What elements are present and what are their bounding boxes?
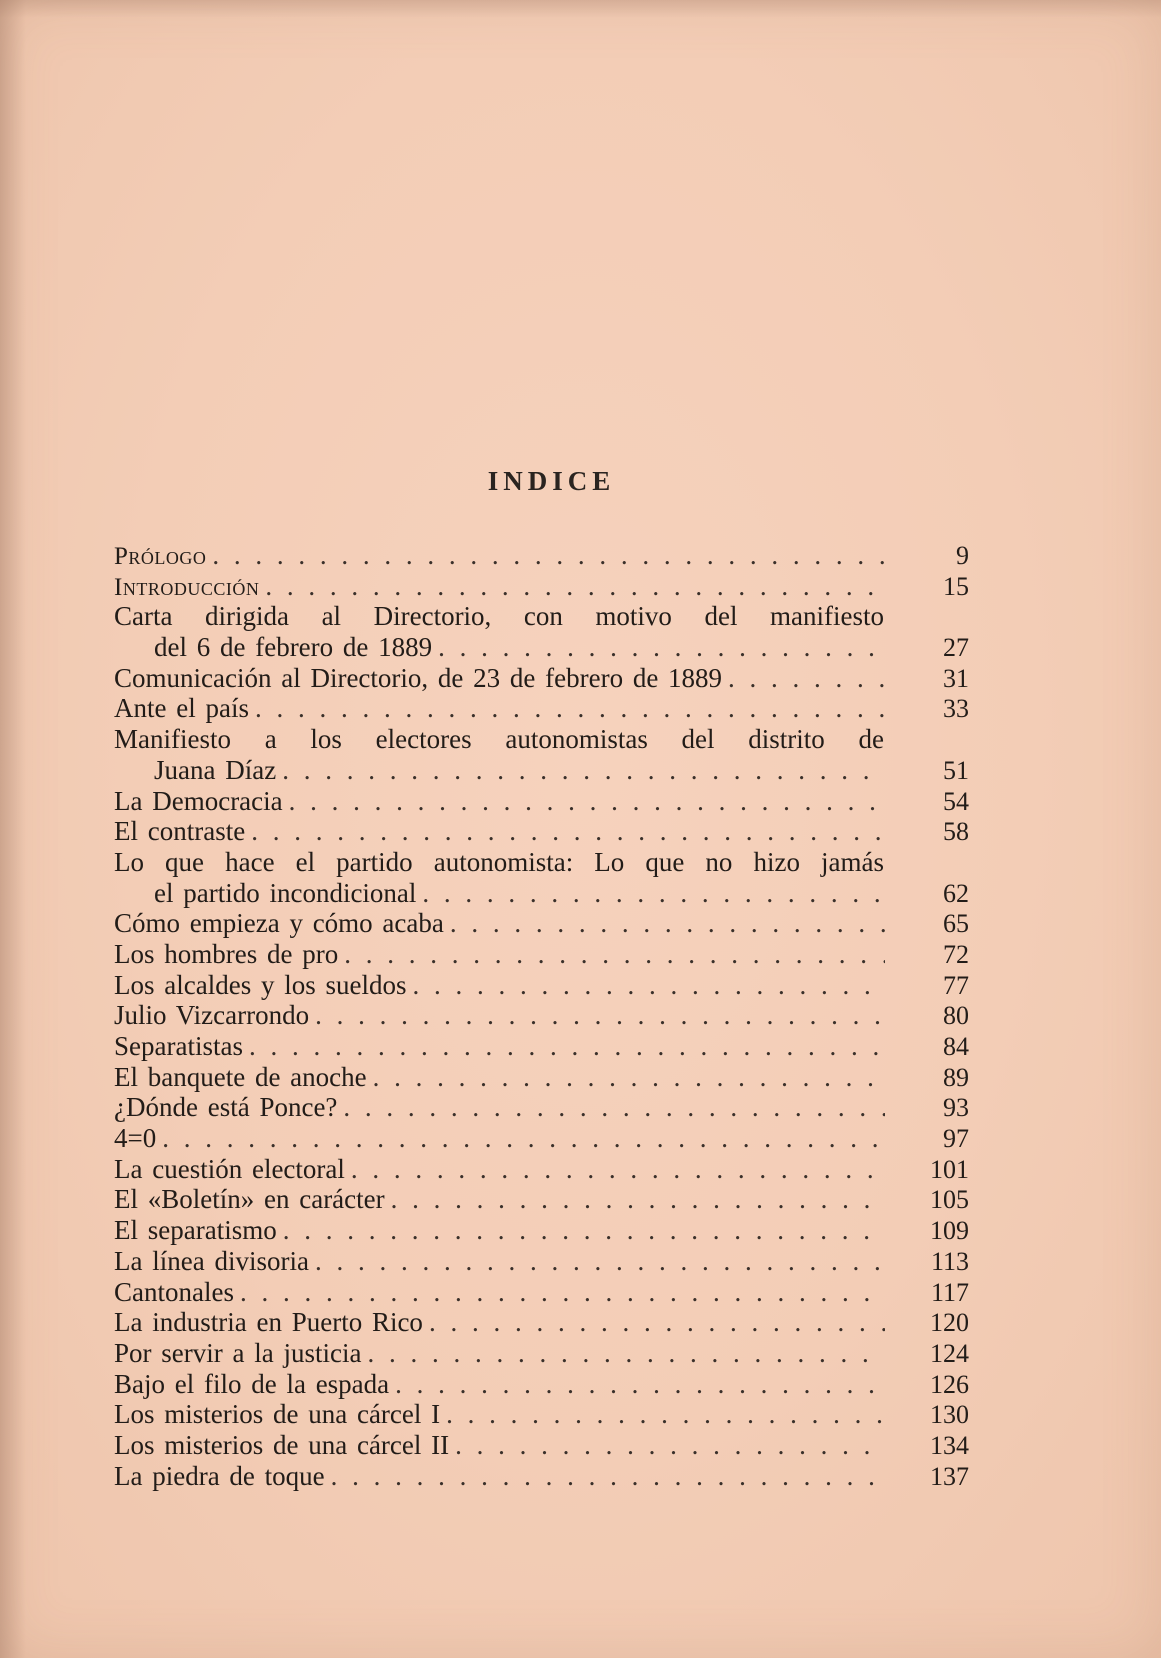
toc-entry-title: La línea divisoria [114,1245,309,1276]
toc-entry-title: Cantonales [114,1276,234,1307]
dot-leader [395,1369,885,1400]
toc-page-number: 126 [930,1369,969,1399]
toc-entry-continuation: del 6 de febrero de 1889 [154,632,433,663]
toc-page-number: 9 [956,541,969,570]
toc-page-number: 27 [943,633,969,663]
toc-entry-title: La industria en Puerto Rico [114,1307,423,1338]
toc-entry [114,601,969,662]
index-title: INDICE [487,466,616,497]
dot-leader [282,755,885,786]
dot-leader [373,1062,885,1093]
toc-page-number: 58 [943,817,969,847]
dot-leader [255,693,885,724]
toc-entry-title: Los hombres de pro [114,938,339,969]
toc-page-number: 31 [943,663,969,693]
dot-leader [438,632,885,663]
toc-page-number: 80 [943,1001,969,1031]
toc-page-number: 124 [930,1338,969,1368]
toc-entry-title: El «Boletín» en carácter [114,1184,385,1215]
toc-page-number: 113 [930,1246,969,1276]
dot-leader [265,571,885,602]
toc-page-number: 65 [943,909,969,939]
toc-entry [114,847,969,908]
dot-leader [240,1277,885,1308]
toc-entry-title: Los misterios de una cárcel I [114,1399,441,1430]
toc-entry-title: Separatistas [114,1031,243,1061]
toc-entry-title: Por servir a la justicia [114,1337,362,1368]
toc-entry-title: El contraste [114,816,246,847]
toc-entry-title: Ante el país [114,693,249,724]
dot-leader [429,1307,885,1338]
toc-page-number: 137 [930,1461,969,1491]
dot-leader [315,1000,885,1031]
toc-page-number: 72 [943,939,969,969]
toc-entry [114,1000,969,1031]
toc-page-number: 93 [943,1093,969,1123]
toc-entry-title: Comunicación al Directorio, de 23 de febrero de 1889 [114,662,723,693]
dot-leader [283,1215,885,1246]
toc-page-number: 15 [943,571,969,601]
toc-entry-continuation: el partido incondicional [154,877,417,908]
toc-entry [114,908,969,939]
dot-leader [249,1031,885,1062]
toc-entry-title: Prólogo [114,543,207,570]
dot-leader [728,663,885,694]
toc-entry-title: La cuestión electoral [114,1153,345,1184]
toc-entry [114,1307,969,1338]
toc-page-number: 117 [930,1277,969,1307]
toc-entry-continuation: Juana Díaz [154,754,277,785]
dot-leader [331,1461,885,1492]
toc-entry [114,540,969,571]
toc-entry [114,1430,969,1461]
toc-entry [114,816,969,847]
table-of-contents [114,540,969,1491]
toc-entry [114,1154,969,1185]
toc-entry-title: Los misterios de una cárcel II [114,1429,450,1460]
dot-leader [412,970,885,1001]
toc-entry-title: Bajo el filo de la espada [114,1368,390,1399]
toc-entry-title: Carta dirigida al Directorio, con motivo del manifiesto [114,601,884,632]
dot-leader [455,1430,885,1461]
toc-entry-title: Julio Vizcarrondo [114,1000,310,1031]
toc-page-number: 89 [943,1062,969,1092]
toc-entry [114,1215,969,1246]
dot-leader [289,786,885,817]
toc-entry [114,693,969,724]
toc-entry [114,786,969,817]
dot-leader [162,1123,885,1154]
toc-page-number: 33 [943,694,969,724]
toc-entry [114,571,969,602]
toc-entry-title: Introducción [114,573,260,601]
toc-page-number: 51 [943,755,969,785]
dot-leader [212,540,885,571]
toc-entry-title: Lo que hace el partido autonomista: Lo que no hizo jamás [114,846,884,877]
toc-entry [114,1031,969,1062]
toc-entry-title: La piedra de toque [114,1460,325,1491]
toc-entry [114,939,969,970]
toc-entry [114,1369,969,1400]
toc-entry [114,663,969,694]
toc-entry-title: El separatismo [114,1215,277,1246]
toc-entry [114,1062,969,1093]
toc-page-number: 134 [930,1430,969,1460]
dot-leader [450,908,885,939]
dot-leader [315,1246,885,1277]
toc-page-number: 77 [943,970,969,1000]
toc-entry [114,1338,969,1369]
dot-leader [343,1092,885,1123]
toc-entry-title: Los alcaldes y los sueldos [114,969,407,1000]
toc-entry-title: ¿Dónde está Ponce? [114,1092,338,1123]
dot-leader [351,1154,885,1185]
toc-page-number: 97 [943,1124,969,1154]
toc-entry [114,1184,969,1215]
dot-leader [446,1399,885,1430]
toc-entry-title: Manifiesto a los electores autonomistas del distrito de [114,724,884,755]
dot-leader [422,878,885,909]
toc-entry [114,1461,969,1492]
toc-entry-title: 4=0 [114,1123,157,1154]
toc-page-number: 62 [943,878,969,908]
toc-entry-title: La Democracia [114,785,283,816]
toc-entry [114,1277,969,1308]
dot-leader [367,1338,885,1369]
toc-entry-title: Cómo empieza y cómo acaba [114,908,444,939]
toc-page-number: 120 [930,1308,969,1338]
toc-entry [114,1399,969,1430]
dot-leader [391,1184,885,1215]
toc-page-number: 105 [930,1185,969,1215]
toc-page-number: 130 [930,1400,969,1430]
toc-entry [114,1246,969,1277]
toc-entry-title: El banquete de anoche [114,1061,367,1092]
toc-entry [114,970,969,1001]
toc-entry [114,1092,969,1123]
dot-leader [251,816,885,847]
toc-page-number: 101 [930,1154,969,1184]
toc-page-number: 54 [943,786,969,816]
toc-page-number: 109 [930,1216,969,1246]
dot-leader [344,939,885,970]
toc-entry [114,1123,969,1154]
toc-page-number: 84 [943,1032,969,1061]
toc-entry [114,724,969,785]
